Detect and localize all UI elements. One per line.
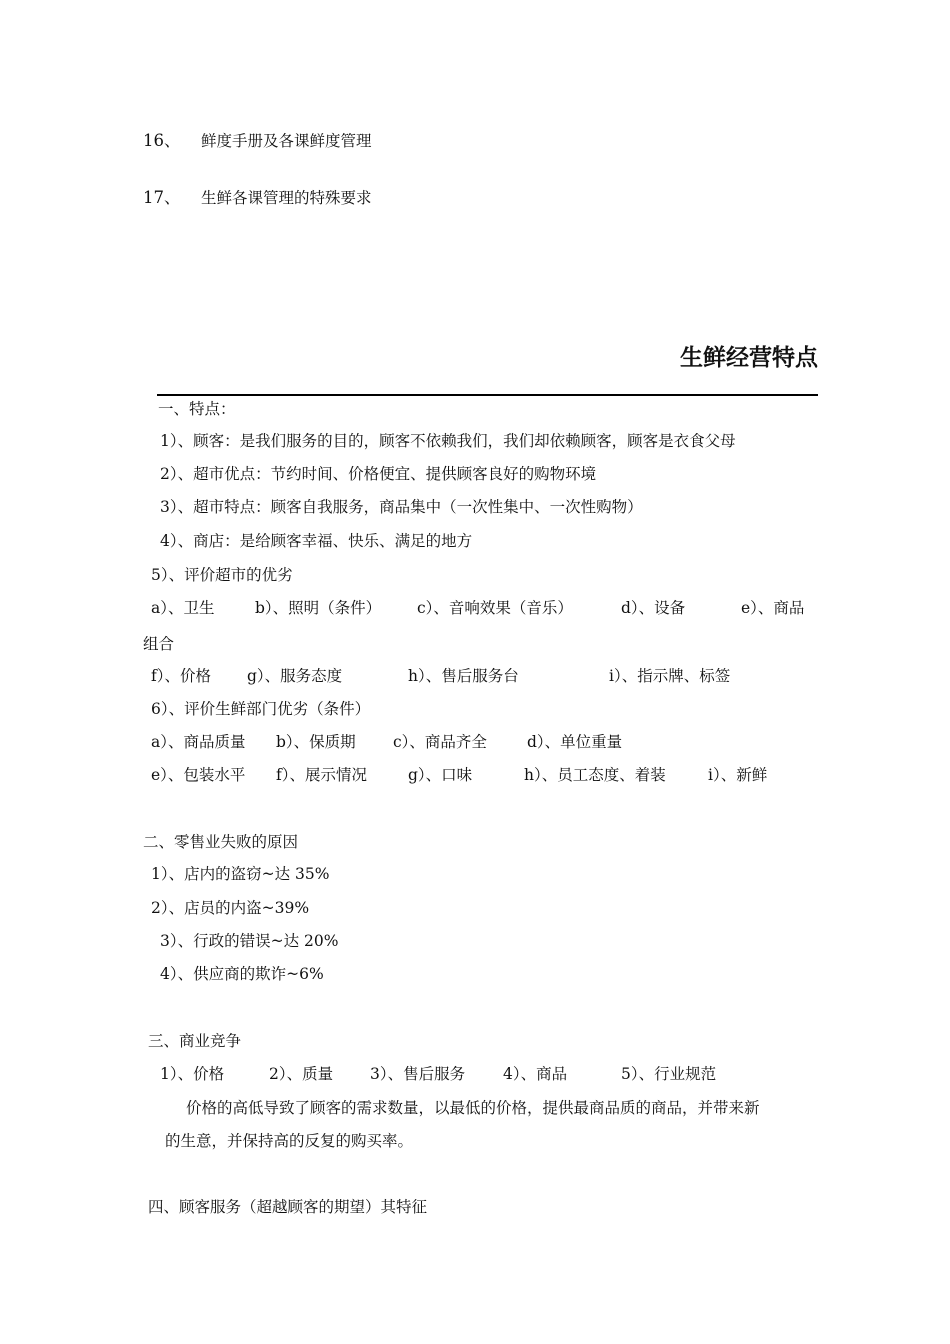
list-item: 2）、质量 [269, 1065, 334, 1083]
list-item: 4）、供应商的欺诈~6% [160, 965, 324, 983]
title-divider [157, 394, 818, 396]
section-heading: 一、特点： [158, 400, 236, 418]
page-title: 生鲜经营特点 [680, 345, 818, 371]
list-item: 3）、行政的错误~达 20% [160, 932, 339, 950]
criteria-item: g）、服务态度 [247, 667, 343, 685]
section-heading: 三、商业竞争 [148, 1032, 242, 1050]
toc-entry [143, 188, 372, 208]
criteria-item: i）、指示牌、标签 [609, 667, 731, 685]
criteria-item: i）、新鲜 [708, 766, 768, 784]
list-item: 6）、评价生鲜部门优劣（条件） [151, 700, 371, 718]
list-item: 4）、商品 [503, 1065, 568, 1083]
criteria-item: a）、商品质量 [151, 733, 246, 751]
criteria-item: b）、保质期 [276, 733, 356, 751]
criteria-item: f）、展示情况 [276, 766, 367, 784]
list-item: 2）、超市优点：节约时间、价格便宜、提供顾客良好的购物环境 [160, 465, 597, 483]
criteria-item: c）、商品齐全 [393, 733, 487, 751]
list-item: 5）、行业规范 [621, 1065, 717, 1083]
paragraph-line: 的生意，并保持高的反复的购买率。 [165, 1132, 414, 1150]
section-heading: 四、顾客服务（超越顾客的期望）其特征 [148, 1198, 428, 1216]
paragraph-line: 价格的高低导致了顾客的需求数量，以最低的价格，提供最商品质的商品，并带来新 [186, 1099, 760, 1117]
criteria-item: e）、包装水平 [151, 766, 246, 784]
toc-text: 鲜度手册及各课鲜度管理 [201, 132, 372, 150]
toc-number: 16、 [143, 131, 181, 150]
toc-number: 17、 [143, 188, 181, 207]
criteria-item: h）、售后服务台 [408, 667, 519, 685]
criteria-item: d）、设备 [621, 599, 686, 617]
section-heading: 二、零售业失败的原因 [143, 833, 299, 851]
list-item: 2）、店员的内盗~39% [151, 899, 310, 917]
criteria-item: b）、照明（条件） [255, 599, 382, 617]
criteria-item: d）、单位重量 [527, 733, 623, 751]
list-item: 1）、价格 [160, 1065, 225, 1083]
criteria-item: c）、音响效果（音乐） [417, 599, 573, 617]
list-item: 5）、评价超市的优劣 [151, 566, 293, 584]
toc-text: 生鲜各课管理的特殊要求 [201, 189, 372, 207]
criteria-item: h）、员工态度、着装 [524, 766, 666, 784]
list-item: 1）、顾客：是我们服务的目的，顾客不依赖我们，我们却依赖顾客，顾客是衣食父母 [160, 432, 736, 450]
list-item: 3）、超市特点：顾客自我服务，商品集中（一次性集中、一次性购物） [160, 498, 643, 516]
list-item: 3）、售后服务 [370, 1065, 466, 1083]
toc-entry [143, 131, 372, 151]
criteria-item: a）、卫生 [151, 599, 215, 617]
criteria-wrap: 组合 [143, 635, 175, 653]
criteria-item: g）、口味 [408, 766, 473, 784]
list-item: 1）、店内的盗窃~达 35% [151, 865, 330, 883]
criteria-item: e）、商品 [741, 599, 805, 617]
list-item: 4）、商店：是给顾客幸福、快乐、满足的地方 [160, 532, 473, 550]
criteria-item: f）、价格 [151, 667, 211, 685]
